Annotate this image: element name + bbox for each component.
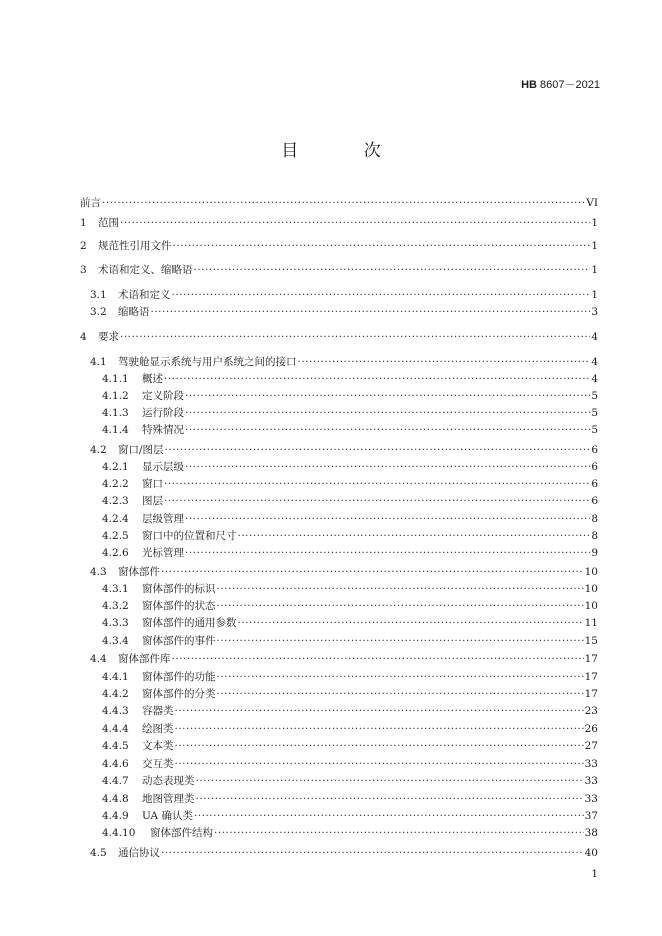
- toc-leader-dots: [185, 406, 590, 420]
- toc-leader-dots: [217, 687, 584, 701]
- toc-entry-number: 4.5: [90, 847, 107, 859]
- page-number: 1: [591, 868, 598, 880]
- toc-leader-dots: [173, 239, 591, 253]
- toc-entry-number: 4.2: [90, 444, 107, 456]
- toc-entry[interactable]: [80, 652, 598, 666]
- toc-leader-dots: [165, 443, 591, 457]
- toc-leader-dots: [120, 216, 590, 230]
- toc-entry-page: 6: [591, 495, 598, 507]
- toc-leader-dots: [161, 565, 584, 579]
- toc-leader-dots: [238, 616, 584, 630]
- toc-leader-dots: [217, 599, 584, 613]
- toc-entry[interactable]: [80, 846, 598, 860]
- toc-entry[interactable]: [80, 565, 598, 579]
- toc-entry-number: 4.4.2: [102, 688, 129, 700]
- toc-entry[interactable]: [80, 582, 598, 596]
- toc-entry[interactable]: [80, 757, 598, 771]
- toc-entry-title: 光标管理: [142, 547, 184, 559]
- toc-leader-dots: [185, 389, 590, 403]
- toc-entry-number: 4.2.4: [102, 513, 129, 525]
- toc-leader-dots: [164, 494, 590, 508]
- toc-entry-number: 2: [80, 240, 87, 252]
- toc-entry-title: 窗体部件结构: [150, 827, 213, 839]
- toc-entry-title: 规范性引用文件: [98, 240, 172, 252]
- toc-entry-title: 交互类: [142, 758, 174, 770]
- toc-entry-title: 特殊情况: [142, 424, 184, 436]
- toc-entry[interactable]: [80, 494, 598, 508]
- toc-entry-page: 11: [584, 617, 598, 629]
- toc-entry-title: 定义阶段: [142, 390, 184, 402]
- toc-entry-number: 4.1.2: [102, 390, 129, 402]
- toc-leader-dots: [185, 460, 590, 474]
- toc-leader-dots: [214, 826, 584, 840]
- toc-entry[interactable]: [80, 330, 598, 344]
- toc-entry-label: [102, 739, 174, 753]
- toc-entry-page: 4: [591, 373, 598, 385]
- toc-entry-page: 27: [584, 740, 598, 752]
- toc-entry-title: 缩略语: [118, 306, 150, 318]
- toc-entry-title: 地图管理类: [142, 793, 195, 805]
- toc-entry-number: 4.3.3: [102, 617, 129, 629]
- toc-entry[interactable]: [80, 722, 598, 736]
- toc-leader-dots: [238, 529, 591, 543]
- toc-entry-label: [102, 687, 216, 701]
- toc-entry-title: 术语和定义、缩略语: [98, 264, 193, 276]
- toc-entry-number: 4.2.1: [102, 461, 129, 473]
- toc-entry[interactable]: [80, 687, 598, 701]
- document-header: [521, 76, 600, 92]
- toc-entry-title: 绘图类: [142, 723, 174, 735]
- toc-leader-dots: [175, 722, 584, 736]
- toc-entry-page: 6: [591, 478, 598, 490]
- toc-entry-label: [102, 389, 184, 403]
- toc-entry-label: [90, 443, 164, 457]
- toc-entry-label: [102, 634, 216, 648]
- toc-leader-dots: [298, 355, 591, 369]
- toc-entry-label: [102, 670, 216, 684]
- toc-entry-label: [102, 582, 216, 596]
- doc-number: 8607－2021: [540, 79, 600, 91]
- toc-entry-number: 4.4.1: [102, 671, 129, 683]
- toc-entry[interactable]: [80, 372, 598, 386]
- toc-entry-page: 5: [591, 407, 598, 419]
- toc-entry-title: 窗体部件的状态: [142, 600, 216, 612]
- toc-entry-number: 4.4.10: [102, 827, 136, 839]
- toc-entry-page: 10: [584, 600, 598, 612]
- toc-entry-label: [90, 355, 297, 369]
- toc-leader-dots: [172, 652, 584, 666]
- toc-entry-title: 文本类: [142, 740, 174, 752]
- toc-entry-number: 4: [80, 331, 87, 343]
- toc-entry-label: [102, 757, 174, 771]
- toc-entry[interactable]: [80, 406, 598, 420]
- toc-entry[interactable]: [80, 196, 598, 210]
- toc-entry-number: 4.4: [90, 653, 107, 665]
- toc-entry[interactable]: [80, 599, 598, 613]
- toc-entry-number: 4.2.3: [102, 495, 129, 507]
- toc-entry-number: 3.1: [90, 289, 107, 301]
- toc-entry-title: 窗体部件的分类: [142, 688, 216, 700]
- toc-entry-title: 窗体部件的功能: [142, 671, 216, 683]
- toc-leader-dots: [102, 196, 585, 210]
- toc-entry-title: 窗体部件的标识: [142, 583, 216, 595]
- toc-leader-dots: [175, 704, 584, 718]
- toc-entry-title: 窗口/图层: [118, 444, 164, 456]
- toc-entry[interactable]: [80, 423, 598, 437]
- toc-entry-page: 17: [584, 688, 598, 700]
- toc-entry-page: 8: [591, 513, 598, 525]
- toc-entry-label: [102, 774, 195, 788]
- toc-entry[interactable]: [80, 263, 598, 277]
- toc-entry-title: 图层: [142, 495, 163, 507]
- toc-leader-dots: [194, 809, 584, 823]
- toc-entry-number: 4.1.1: [102, 373, 129, 385]
- toc-entry-label: [90, 305, 150, 319]
- toc-entry[interactable]: [80, 616, 598, 630]
- toc-entry-label: [102, 512, 184, 526]
- toc-entry-label: [102, 792, 195, 806]
- toc-entry-page: 33: [584, 775, 598, 787]
- toc-entry-title: 窗体部件: [118, 566, 160, 578]
- toc-entry-number: 4.3: [90, 566, 107, 578]
- toc-leader-dots: [196, 774, 584, 788]
- toc-entry-label: [80, 239, 172, 253]
- toc-entry[interactable]: [80, 670, 598, 684]
- toc-entry-label: [102, 460, 184, 474]
- toc-entry-page: 8: [591, 530, 598, 542]
- toc-entry-page: 5: [591, 390, 598, 402]
- toc-entry-number: 4.4.5: [102, 740, 129, 752]
- toc-entry-title: 运行阶段: [142, 407, 184, 419]
- toc-entry-title: 窗体部件库: [118, 653, 171, 665]
- toc-entry-label: [102, 616, 237, 630]
- toc-entry-page: 23: [584, 705, 598, 717]
- toc-entry[interactable]: [80, 512, 598, 526]
- toc-entry[interactable]: [80, 288, 598, 302]
- page-title: 目 次: [281, 141, 411, 161]
- toc-entry-label: [102, 477, 163, 491]
- toc-entry-number: 4.3.2: [102, 600, 129, 612]
- toc-entry[interactable]: [80, 216, 598, 230]
- toc-leader-dots: [161, 846, 584, 860]
- toc-leader-dots: [164, 477, 590, 491]
- toc-entry-page: 4: [591, 356, 598, 368]
- toc-entry-page: 5: [591, 424, 598, 436]
- toc-entry-label: [102, 722, 174, 736]
- toc-entry-page: 1: [591, 240, 598, 252]
- toc-entry-number: 4.3.4: [102, 635, 129, 647]
- toc-entry[interactable]: [80, 529, 598, 543]
- toc-entry-page: 10: [584, 583, 598, 595]
- toc-entry-label: [102, 599, 216, 613]
- toc-entry-title: 驾驶舱显示系统与用户系统之间的接口: [118, 356, 297, 368]
- toc-entry-page: VI: [586, 197, 598, 209]
- toc-entry[interactable]: [80, 546, 598, 560]
- toc-entry[interactable]: [80, 355, 598, 369]
- toc-leader-dots: [151, 305, 591, 319]
- toc-entry-page: 38: [584, 827, 598, 839]
- toc-entry-number: 4.1.3: [102, 407, 129, 419]
- toc-entry-label: [102, 529, 237, 543]
- toc-entry-page: 4: [591, 331, 598, 343]
- toc-entry-title: 概述: [142, 373, 163, 385]
- toc-entry[interactable]: [80, 634, 598, 648]
- toc-entry[interactable]: [80, 443, 598, 457]
- toc-leader-dots: [217, 634, 584, 648]
- toc-leader-dots: [164, 372, 590, 386]
- toc-entry-label: [102, 406, 184, 420]
- toc-entry-number: 3.2: [90, 306, 107, 318]
- toc-entry-number: 4.2.2: [102, 478, 129, 490]
- toc-entry-label: [80, 263, 193, 277]
- toc-entry-title: 要求: [98, 331, 119, 343]
- toc-entry-title: UA 确认类: [142, 810, 193, 822]
- toc-entry-label: [90, 565, 160, 579]
- toc-leader-dots: [217, 582, 584, 596]
- toc-entry-page: 26: [584, 723, 598, 735]
- toc-entry-number: 4.1.4: [102, 424, 129, 436]
- toc-entry-number: 4.4.3: [102, 705, 129, 717]
- toc-entry[interactable]: [80, 477, 598, 491]
- toc-entry[interactable]: [80, 239, 598, 253]
- toc-entry-label: [90, 288, 171, 302]
- toc-entry-number: 4.4.6: [102, 758, 129, 770]
- toc-entry-title: 窗体部件的通用参数: [142, 617, 237, 629]
- toc-leader-dots: [120, 330, 590, 344]
- toc-entry-page: 33: [584, 793, 598, 805]
- toc-entry-page: 3: [591, 306, 598, 318]
- toc-entry-label: [102, 826, 213, 840]
- toc-entry-page: 17: [584, 653, 598, 665]
- toc-entry-page: 1: [591, 264, 598, 276]
- toc-entry-page: 1: [591, 289, 598, 301]
- toc-entry[interactable]: [80, 460, 598, 474]
- toc-entry[interactable]: [80, 704, 598, 718]
- toc-leader-dots: [172, 288, 591, 302]
- toc-leader-dots: [175, 757, 584, 771]
- toc-leader-dots: [185, 512, 590, 526]
- toc-entry-title: 动态表现类: [142, 775, 195, 787]
- toc-entry[interactable]: [80, 389, 598, 403]
- toc-entry-label: [102, 423, 184, 437]
- toc-entry-page: 10: [584, 566, 598, 578]
- toc-entry-title: 容器类: [142, 705, 174, 717]
- toc-entry[interactable]: [80, 826, 598, 840]
- toc-entry-label: [102, 372, 163, 386]
- toc-entry-page: 6: [591, 444, 598, 456]
- doc-code: HB: [521, 79, 537, 91]
- toc-entry-title: 前言: [80, 197, 101, 209]
- toc-leader-dots: [185, 546, 590, 560]
- toc-entry-title: 层级管理: [142, 513, 184, 525]
- toc-entry-number: 4.3.1: [102, 583, 129, 595]
- toc-entry-page: 33: [584, 758, 598, 770]
- toc-entry-number: 4.2.5: [102, 530, 129, 542]
- toc-entry-title: 术语和定义: [118, 289, 171, 301]
- toc-entry[interactable]: [80, 792, 598, 806]
- toc-entry[interactable]: [80, 774, 598, 788]
- toc-entry-title: 显示层级: [142, 461, 184, 473]
- toc-entry-number: 4.2.6: [102, 547, 129, 559]
- toc-leader-dots: [185, 423, 590, 437]
- toc-entry-label: [102, 704, 174, 718]
- toc-leader-dots: [175, 739, 584, 753]
- toc-entry-page: 9: [591, 547, 598, 559]
- toc-entry-number: 4.1: [90, 356, 107, 368]
- toc-entry-page: 40: [584, 847, 598, 859]
- toc-entry-label: [102, 494, 163, 508]
- toc-entry-title: 窗口: [142, 478, 163, 490]
- toc-leader-dots: [194, 263, 591, 277]
- toc-entry-number: 4.4.4: [102, 723, 129, 735]
- toc-entry-number: 4.4.8: [102, 793, 129, 805]
- toc-entry-number: 1: [80, 217, 87, 229]
- toc-entry[interactable]: [80, 739, 598, 753]
- toc-entry-label: [80, 216, 119, 230]
- toc-entry-number: 4.4.7: [102, 775, 129, 787]
- toc-entry-page: 6: [591, 461, 598, 473]
- toc-entry-label: [102, 546, 184, 560]
- toc-entry[interactable]: [80, 305, 598, 319]
- toc-entry[interactable]: [80, 809, 598, 823]
- toc-entry-title: 通信协议: [118, 847, 160, 859]
- toc-entry-page: 15: [584, 635, 598, 647]
- toc-entry-label: [80, 330, 119, 344]
- toc-entry-page: 37: [584, 810, 598, 822]
- toc-entry-title: 范围: [98, 217, 119, 229]
- toc-entry-page: 17: [584, 671, 598, 683]
- toc-leader-dots: [196, 792, 584, 806]
- toc-entry-page: 1: [591, 217, 598, 229]
- toc-entry-title: 窗口中的位置和尺寸: [142, 530, 237, 542]
- toc-leader-dots: [217, 670, 584, 684]
- toc-entry-label: [90, 846, 160, 860]
- toc-entry-number: 3: [80, 264, 87, 276]
- toc-entry-label: [90, 652, 171, 666]
- toc-entry-label: [102, 809, 193, 823]
- toc-entry-title: 窗体部件的事件: [142, 635, 216, 647]
- toc-entry-label: [80, 196, 101, 210]
- toc-entry-number: 4.4.9: [102, 810, 129, 822]
